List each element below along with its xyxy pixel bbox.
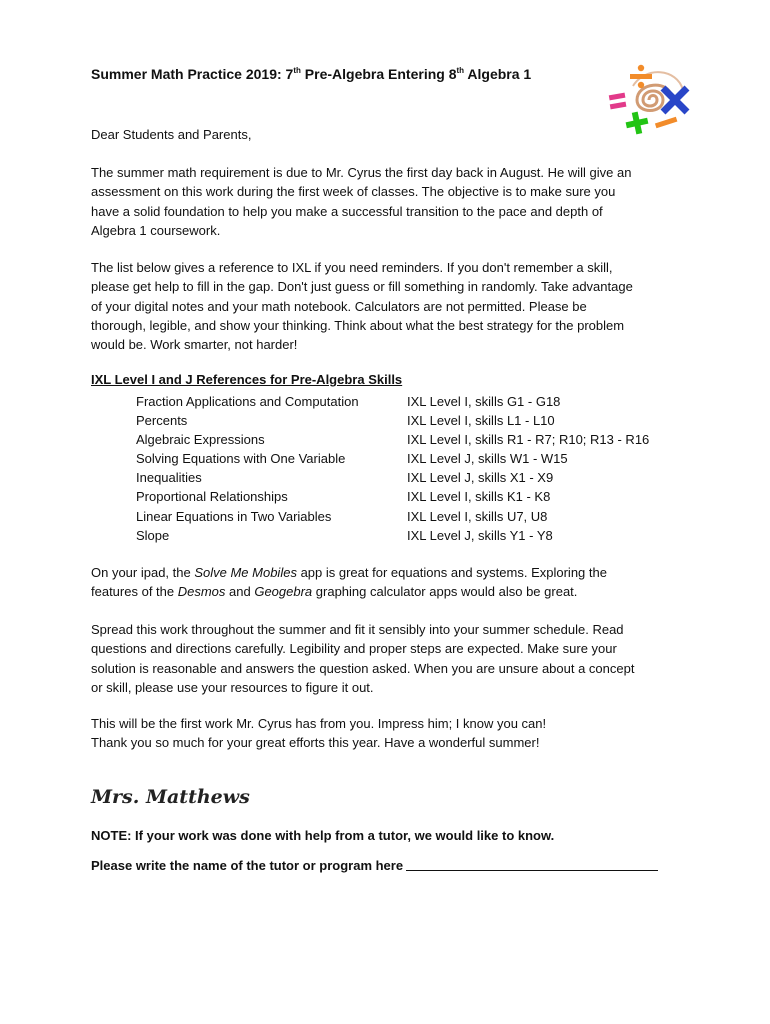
skill-name: Percents — [136, 413, 188, 429]
tutor-note: NOTE: If your work was done with help from a tutor, we would like to know. — [91, 828, 555, 843]
skill-name: Solving Equations with One Variable — [136, 451, 346, 467]
list-item — [136, 507, 676, 526]
list-item — [136, 430, 676, 449]
list-item — [136, 449, 676, 468]
ixl-references-heading: IXL Level I and J References for Pre-Algebra Skills — [91, 372, 403, 387]
skill-reference: IXL Level J, skills W1 - W15 — [407, 451, 568, 467]
skill-name: Proportional Relationships — [136, 489, 288, 505]
skill-reference: IXL Level I, skills G1 - G18 — [407, 394, 561, 409]
text-line: The summer math requirement is due to Mr. Cyrus the first day back in August. He will give an — [91, 165, 632, 180]
page-title: Summer Math Practice 2019: 7th Pre-Algebra Entering 8th Algebra 1 — [91, 66, 532, 82]
list-item — [136, 468, 676, 487]
list-item — [136, 526, 676, 545]
text-line: thorough, legible, and show your thinking. Think about what the best strategy for the problem — [91, 317, 625, 333]
text-line: Spread this work throughout the summer and fit it sensibly into your summer schedule. Read — [91, 622, 624, 637]
paragraph-closing — [91, 714, 691, 753]
text-line: please get help to fill in the gap. Don't just guess or fill something in randomly. Take advantage — [91, 279, 633, 295]
text-line: or skill, please use your resources to figure it out. — [91, 679, 374, 695]
text-line: questions and directions carefully. Legibility and proper steps are expected. Make sure your — [91, 641, 617, 657]
skill-reference: IXL Level I, skills U7, U8 — [407, 508, 548, 524]
text-line: Algebra 1 coursework. — [91, 222, 221, 238]
signature: Mrs. Matthews — [91, 786, 250, 808]
ixl-skills-list — [136, 392, 676, 545]
text-line: features of the Desmos and Geogebra graphing calculator apps would also be great. — [91, 584, 578, 600]
list-item — [136, 392, 676, 411]
skill-name: Algebraic Expressions — [136, 432, 265, 448]
skill-name: Linear Equations in Two Variables — [136, 508, 332, 524]
paragraph-schedule — [91, 620, 691, 697]
app-name: Solve Me Mobiles — [194, 565, 297, 580]
skill-name: Inequalities — [136, 470, 202, 486]
greeting: Dear Students and Parents, — [91, 127, 252, 142]
times-icon — [663, 88, 687, 112]
text-line: This will be the first work Mr. Cyrus has from you. Impress him; I know you can! — [91, 716, 547, 731]
text-line: Thank you so much for your great efforts this year. Have a wonderful summer! — [91, 735, 540, 751]
text-line: of your digital notes and your math notebook. Calculators are not permitted. Please be — [91, 298, 587, 314]
app-name: Desmos — [177, 584, 226, 600]
skill-reference: IXL Level J, skills X1 - X9 — [407, 470, 554, 486]
list-item — [136, 487, 676, 506]
tutor-prompt: Please write the name of the tutor or program here — [91, 857, 658, 873]
skill-reference: IXL Level I, skills L1 - L10 — [407, 413, 555, 429]
paragraph-ixl-instructions — [91, 258, 691, 354]
text-line: would be. Work smarter, not harder! — [91, 337, 298, 353]
tutor-name-blank[interactable] — [406, 857, 658, 871]
skill-reference: IXL Level J, skills Y1 - Y8 — [407, 527, 553, 543]
skill-reference: IXL Level I, skills K1 - K8 — [407, 489, 551, 505]
text-line: have a solid foundation to help you make a successful transition to the pace and depth of — [91, 203, 603, 219]
text-line: solution is reasonable and answers the question asked. When you are unsure about a concept — [91, 660, 635, 676]
equals-icon — [609, 93, 627, 110]
text-line: The list below gives a reference to IXL if you need reminders. If you don't remember a skill, — [91, 260, 613, 275]
skill-name: Fraction Applications and Computation — [136, 394, 359, 409]
paragraph-apps — [91, 563, 691, 602]
skill-name: Slope — [136, 527, 170, 543]
text-line: assessment on this work during the first week of classes. The objective is to make sure you — [91, 184, 616, 200]
app-name: Geogebra — [254, 584, 313, 600]
list-item — [136, 411, 676, 430]
skill-reference: IXL Level I, skills R1 - R7; R10; R13 - R16 — [407, 432, 650, 448]
paragraph-requirement — [91, 163, 691, 240]
text-line: On your ipad, the Solve Me Mobiles app is great for equations and systems. Exploring the — [91, 565, 607, 580]
